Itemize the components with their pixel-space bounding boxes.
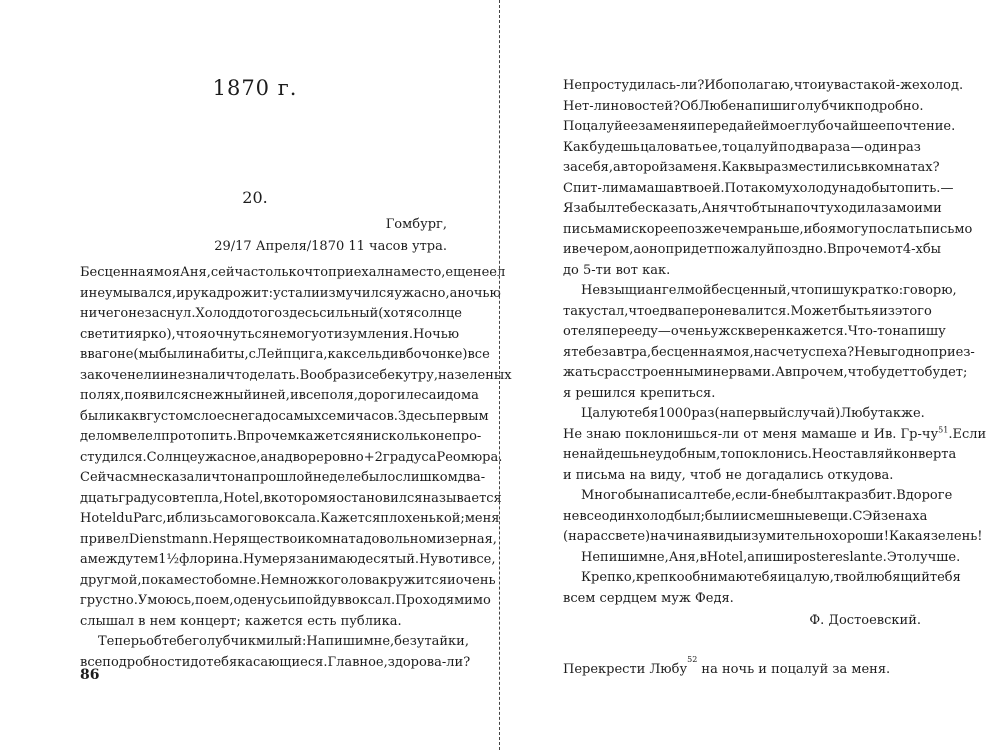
- text-line: до 5-ти вот как.: [563, 262, 671, 278]
- text-line: не все один холод был; были и смешные вещи. С Эйзенаха: [563, 508, 928, 524]
- text-line: и не умывался, и рука дрожит: устал и измучился ужасно, а ночью: [80, 285, 501, 301]
- text-line: и вечером, а оно придет пожалуй поздно. Впрочем от 4-х бы: [563, 242, 942, 257]
- letter-place: Гомбург,: [385, 217, 447, 232]
- text-line: Сейчас мне сказали что на прошлой неделе было слишком два-: [80, 470, 486, 485]
- text-line: были как в густом слое снега до самых семи часов. Здесь первым: [80, 408, 489, 424]
- right-page: [501, 0, 1000, 750]
- text-line: Теперь об тебе голубчик милый: Напиши мне, без утайки,: [98, 634, 469, 649]
- text-line: Спит-ли мамаша в твоей. По такому холоду надо бы топить. —: [563, 180, 954, 196]
- text-line: я тебе завтра, бесценная моя, насчет успеха? Невыгодно приез-: [563, 344, 975, 360]
- text-line: полях, появился снежный иней, и все поля, дороги леса и дома: [80, 388, 479, 403]
- text-line: в вагоне (мы были набиты, с Лейпцига, как сельди в бочонке) все: [80, 347, 490, 362]
- text-line: друг мой, покамест обо мне. Немножко голова кружится и очень: [80, 572, 496, 588]
- page-fold-divider: [499, 0, 500, 750]
- text-line: все подробности до тебя касающиеся. Главное, здорова-ли?: [80, 654, 471, 670]
- text-line: Как будешь цаловать ее, то цалуй по два раза — один раз: [563, 139, 921, 155]
- right-body-text: [563, 76, 987, 680]
- text-line: Я забыл тебе сказать, Аня чтоб ты на почту ходила за моими: [563, 201, 942, 216]
- text-line: Не простудилась-ли? Ибо полагаю, что и у вас такой-же холод.: [563, 78, 964, 93]
- text-line: так устал, что едва перо не валится. Может быть я из этого: [563, 303, 932, 319]
- text-line: слышал в нем концерт; кажется есть публика.: [80, 613, 402, 629]
- text-line: Не пиши мне, Аня, в Hotel, а пиши poste reslante. Это лучше.: [581, 549, 961, 565]
- text-line: (на рассвете) начиная виды изумительно хороши! Какая зелень!: [563, 529, 983, 544]
- page-number: 86: [80, 667, 100, 683]
- text-line: Не знаю поклонишься-ли от меня мамаше и Ив. $Гр-чу^{51}$. Если: [563, 425, 987, 442]
- text-line: жать с расстроенными нервами. А впрочем, что будет то будет;: [563, 365, 968, 380]
- text-line: Много бы написал тебе, если-б не был так разбит. В дороге: [581, 488, 953, 503]
- text-line-main: Не знаю поклонишься-ли от меня мамаше и Ив. Гр-чу: [563, 426, 939, 442]
- text-line: Не взыщи ангел мой бесценный, что пишу кратко: говорю,: [581, 283, 957, 298]
- text-line: Поцалуй ее за меня и передай ей мое глубочайшее почтение.: [563, 119, 956, 134]
- text-line: ничего не заснул. Холод до того здесь сильный (хотя солнце: [80, 306, 462, 321]
- text-line: делом велел протопить. Впрочем кажется я нисколько не про-: [80, 429, 482, 444]
- text-line: закоченели и не знали что делать. Вообрази себе к утру, на зеленых: [80, 367, 512, 383]
- text-line: дцать градусов тепла, Hotel, в котором я остановился называется: [80, 490, 502, 506]
- left-body-text: [80, 263, 512, 673]
- text-line: Крепко, крепко обнимаю тебя и цалую, твой любящий тебя: [581, 570, 961, 585]
- text-line: светит и ярко), что я очнуться не могу от изумления. Ночью: [80, 326, 460, 342]
- signature: Ф. Достоевский.: [809, 613, 921, 628]
- text-line: привел Dienstmann. Нерящество и комната довольно мизерная,: [80, 531, 497, 547]
- letter-number: 20.: [242, 188, 268, 207]
- footnote-marker: 51: [938, 425, 949, 435]
- year-heading: 1870 г.: [212, 76, 298, 100]
- letter-date: 29/17 Апреля/1870 11 часов утра.: [214, 239, 447, 254]
- text-line: Hotel du Parc, и близь самого воксала. Кажется плохенькой; меня: [80, 511, 500, 526]
- text-line: за себя, а второй за меня. Как вы разместились в комнатах?: [563, 160, 940, 175]
- spacer: [563, 632, 921, 660]
- text-line: я решился крепиться.: [563, 385, 716, 401]
- postscript: Перекрести Любу 52 на ночь и поцалуй за меня.: [563, 660, 921, 681]
- text-line: Бесценная моя Аня, сейчас только что приехал на место, еще не ел: [80, 265, 506, 280]
- text-line: студился. Солнце ужасное, а на дворе ровно +2 градуса Реомюра.: [80, 449, 503, 465]
- footnote-marker: 52: [687, 654, 698, 664]
- text-line: а между тем 1½ флорина. Нумер я занимаю десятый. Ну вот и все,: [80, 552, 496, 567]
- text-line: не найдешь не удобным, то поклонись. Не оставляй конверта: [563, 447, 957, 462]
- text-line: Цалую тебя 1000 раз (на первый случай) Любу также.: [581, 406, 925, 421]
- text-line: письмами скорее позже чем раньше, ибо я могу послать письмо: [563, 221, 973, 237]
- text-line: отеля перееду — очень уж скверен кажется. Что-то напишу: [563, 324, 946, 339]
- text-line: Нет-ли новостей? Об Любе напиши голубчик подробно.: [563, 98, 924, 114]
- text-line: и письма на виду, чтоб не догадались откудова.: [563, 467, 894, 483]
- text-line: грустно. Умоюсь, поем, оденусь и пойду в воксал. Проходя мимо: [80, 593, 491, 608]
- text-line: всем сердцем муж Федя.: [563, 590, 734, 606]
